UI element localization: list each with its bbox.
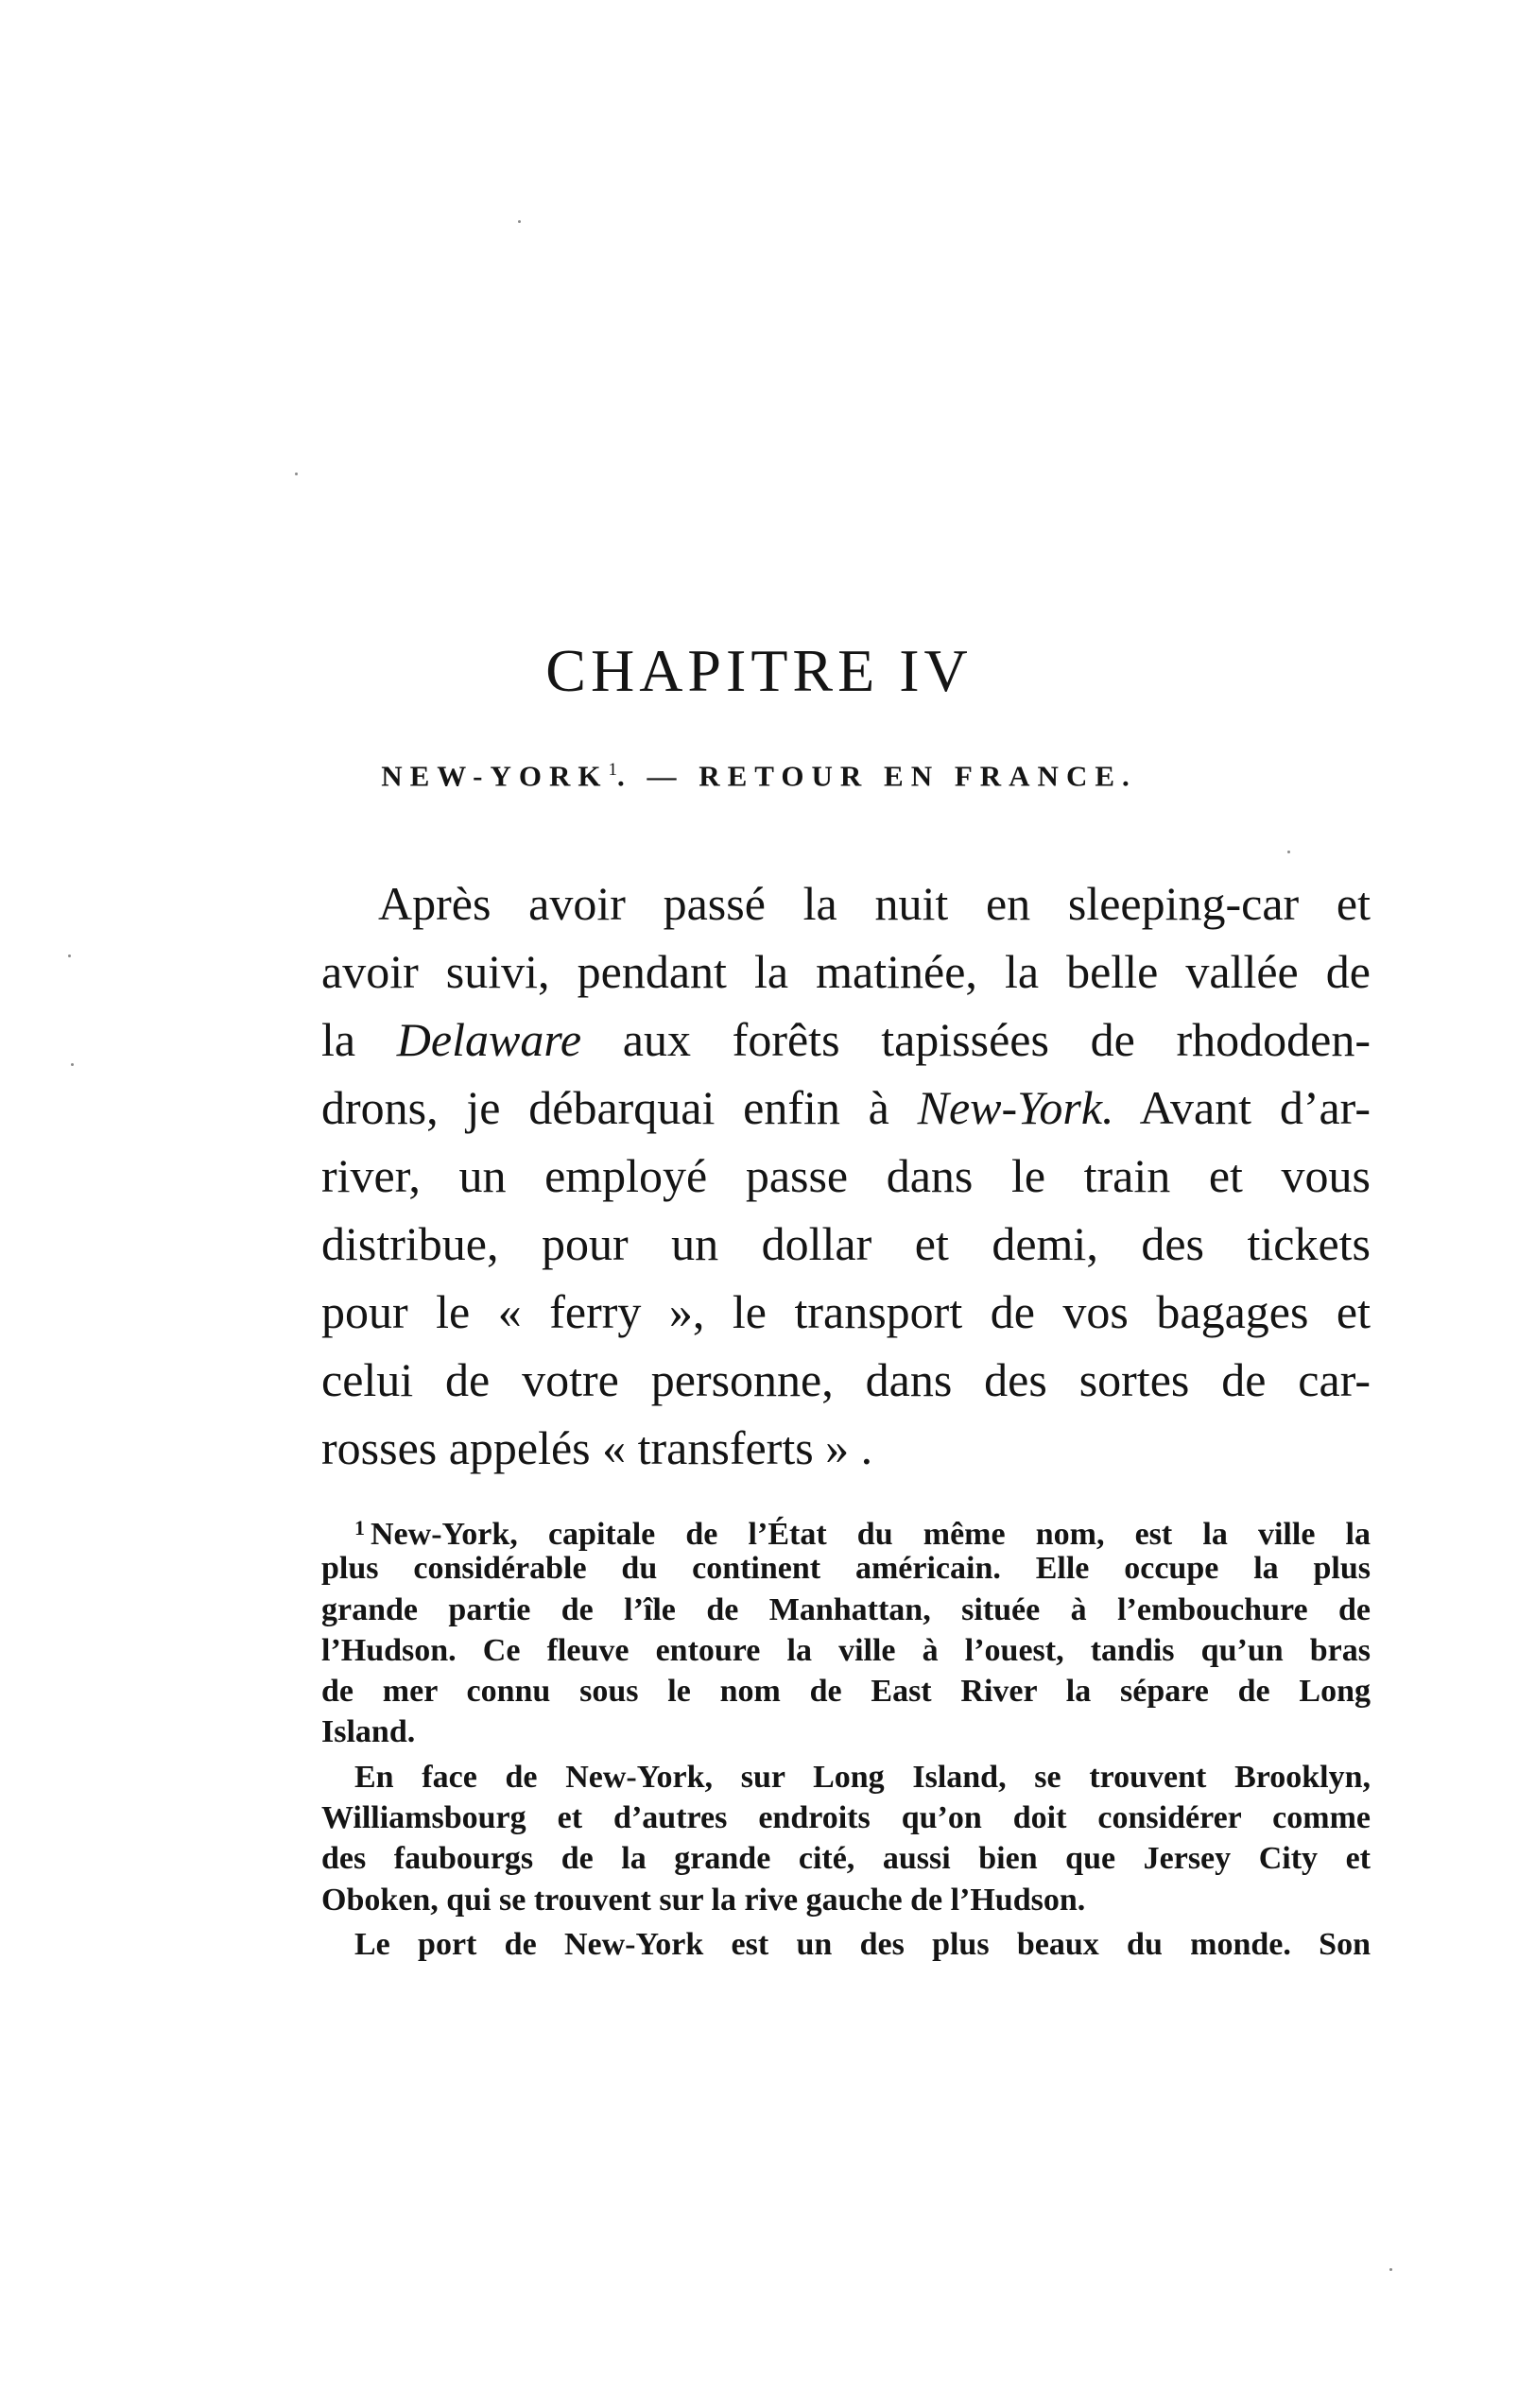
body-line: celui de votre personne, dans des sortes de car- [321, 1353, 1371, 1406]
italic-place-name: New-York. [917, 1081, 1114, 1134]
chapter-subtitle [0, 747, 1518, 800]
footnote-line: grande partie de l’île de Manhattan, située à l’embouchure de [321, 1591, 1371, 1627]
body-line: avoir suivi, pendant la matinée, la belle vallée de [321, 945, 1371, 998]
body-line: rosses appelés « transferts » . [321, 1421, 873, 1474]
body-line: river, un employé passe dans le train et vous [321, 1149, 1371, 1202]
footnote-line: des faubourgs de la grande cité, aussi bien que Jersey City et [321, 1841, 1371, 1877]
paper-speck [1287, 851, 1290, 853]
body-line: la Delaware aux forêts tapissées de rhododen- [321, 1013, 1371, 1066]
footnote-marker: 1 [354, 1516, 365, 1539]
footnote-line: Oboken, qui se trouvent sur la rive gauche de l’Hudson. [321, 1882, 1086, 1918]
footnote-line: Le port de New-York est un des plus beaux du monde. Son [354, 1926, 1371, 1962]
paper-speck [71, 1063, 74, 1066]
paper-speck [295, 473, 298, 475]
body-line: Après avoir passé la nuit en sleeping-car et [378, 877, 1371, 930]
footnote-line: En face de New-York, sur Long Island, se trouvent Brooklyn, [354, 1759, 1371, 1795]
paper-speck [68, 955, 71, 957]
footnote-reference: 1 [608, 760, 617, 780]
italic-place-name: Delaware [396, 1013, 582, 1066]
footnote-line: Williamsbourg et d’autres endroits qu’on doit considérer comme [321, 1800, 1371, 1836]
footnote-line: l’Hudson. Ce fleuve entoure la ville à l’ouest, tandis qu’un bras [321, 1632, 1371, 1668]
footnote [321, 1507, 1371, 1965]
footnote-line: de mer connu sous le nom de East River la sépare de Long [321, 1674, 1371, 1710]
chapter-title: CHAPITRE IV [545, 637, 973, 704]
footnote-line: plus considérable du continent américain. Elle occupe la plus [321, 1551, 1371, 1587]
body-line: drons, je débarquai enfin à New-York. Avant d’ar- [321, 1081, 1371, 1134]
footnote-line: Island. [321, 1714, 416, 1750]
paper-speck [518, 220, 521, 223]
subtitle-rest: . — RETOUR EN FRANCE. [616, 759, 1137, 793]
body-line: pour le « ferry », le transport de vos bagages et [321, 1285, 1371, 1338]
chapter-body [321, 869, 1371, 1482]
footnote-line [321, 1507, 1371, 1552]
footnote-line-text: New-York, capitale de l’État du même nom, est la ville la [371, 1517, 1371, 1552]
body-line: distribue, pour un dollar et demi, des tickets [321, 1217, 1371, 1270]
paper-speck [1389, 2268, 1392, 2271]
subtitle-place: NEW-YORK [381, 759, 609, 793]
